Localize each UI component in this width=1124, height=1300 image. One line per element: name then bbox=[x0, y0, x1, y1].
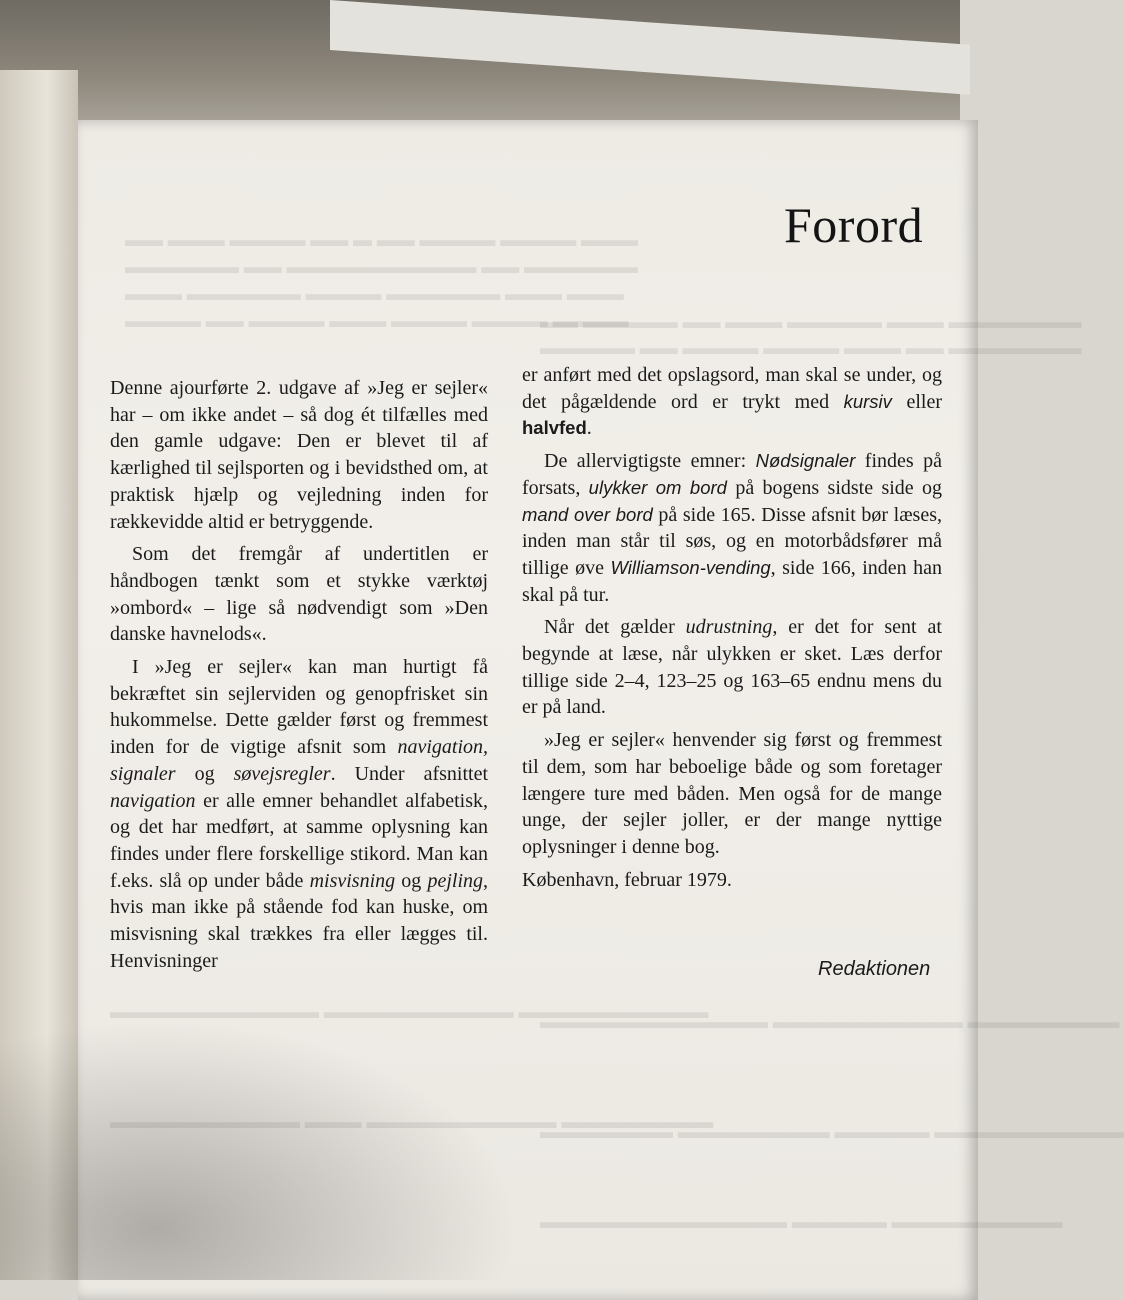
text-run: , er det for sent at begynde at læse, når ulykken er sket. Læs derfor tillige side 2–4, 123–25 og 163–65 endnu mens du er på land. bbox=[522, 616, 942, 719]
italic-term: navigation, signaler bbox=[110, 736, 488, 785]
paragraph: Denne ajourførte 2. udgave af »Jeg er sejler« har – om ikke andet – så dog ét tilfælles med den gamle udgave: Den er blevet til af kærlighed til sejlsporten og i bevidsthed om, at praktisk hjælp og vejledning inden for rækkevidde altid er betryggende. bbox=[110, 377, 488, 533]
signature: Redaktionen bbox=[818, 958, 931, 980]
text-run: Når det gælder bbox=[544, 616, 686, 639]
text-run: er anført med det opslagsord, man skal se under, og det pågældende ord er trykt med bbox=[522, 364, 942, 413]
place-date: København, februar 1979. bbox=[522, 868, 732, 891]
text-run: er alle emner behandlet alfabetisk, og det har medført, at samme oplysning kan findes under flere forskellige stikord. Man kan f.eks. slå op under både bbox=[110, 789, 488, 892]
text-run: på bogens sidste side og bbox=[726, 476, 942, 499]
italic-term: Nødsignaler bbox=[755, 450, 856, 472]
italic-term: kursiv bbox=[843, 390, 892, 412]
text-run: I »Jeg er sejler« kan man hurtigt få bekræftet sin sejlerviden og genopfrisket sin hukommelse. Dette gælder først og fremmest inden for de vigtige afsnit som bbox=[110, 656, 488, 759]
italic-term: mand over bord bbox=[522, 503, 653, 525]
text-run: . Under afsnittet bbox=[330, 762, 489, 785]
left-column bbox=[110, 375, 488, 980]
italic-term: Williamson-vending bbox=[610, 556, 771, 578]
hand-shadow bbox=[0, 1020, 520, 1280]
text-run: findes på forsats, bbox=[522, 450, 942, 499]
italic-term: ulykker om bord bbox=[588, 476, 727, 498]
text-run: eller bbox=[891, 390, 942, 413]
paragraph bbox=[522, 362, 942, 442]
paragraph bbox=[522, 448, 942, 608]
italic-term: navigation bbox=[110, 789, 196, 812]
text-run: og bbox=[395, 869, 428, 892]
text-run: , hvis man ikke på stående fod kan huske, om misvisning skal trækkes fra eller lægges til. Henvisninger bbox=[110, 869, 489, 972]
text-run: og bbox=[175, 762, 234, 785]
page-title: Forord bbox=[784, 197, 924, 253]
text-run: De allervigtigste emner: bbox=[544, 450, 756, 473]
right-column bbox=[522, 362, 942, 899]
text-run: , side 166, inden han skal på tur. bbox=[522, 556, 942, 606]
bold-term: halvfed bbox=[522, 417, 587, 439]
italic-term: pejling bbox=[427, 869, 484, 892]
text-run: på side 165. Disse afsnit bør læses, inden man står til søs, og en motorbådsfører må tillige øve bbox=[522, 503, 942, 579]
paragraph bbox=[522, 614, 942, 721]
paragraph: Som det fremgår af undertitlen er håndbogen tænkt som et stykke værktøj »ombord« – lige så nødvendigt som »Den danske havnelods«. bbox=[110, 543, 488, 646]
italic-term: søvejsregler bbox=[233, 762, 331, 785]
paragraph bbox=[110, 654, 488, 974]
paragraph: »Jeg er sejler« henvender sig først og fremmest til dem, som har beboelige både og som foretager længere ture med båden. Men også for de mange unge, der sejler joller, er der mange nyttige oplysninger i denne bog. bbox=[522, 729, 942, 858]
text-run: . bbox=[586, 417, 592, 440]
italic-term: misvisning bbox=[309, 869, 396, 892]
italic-term: udrustning bbox=[685, 616, 773, 639]
